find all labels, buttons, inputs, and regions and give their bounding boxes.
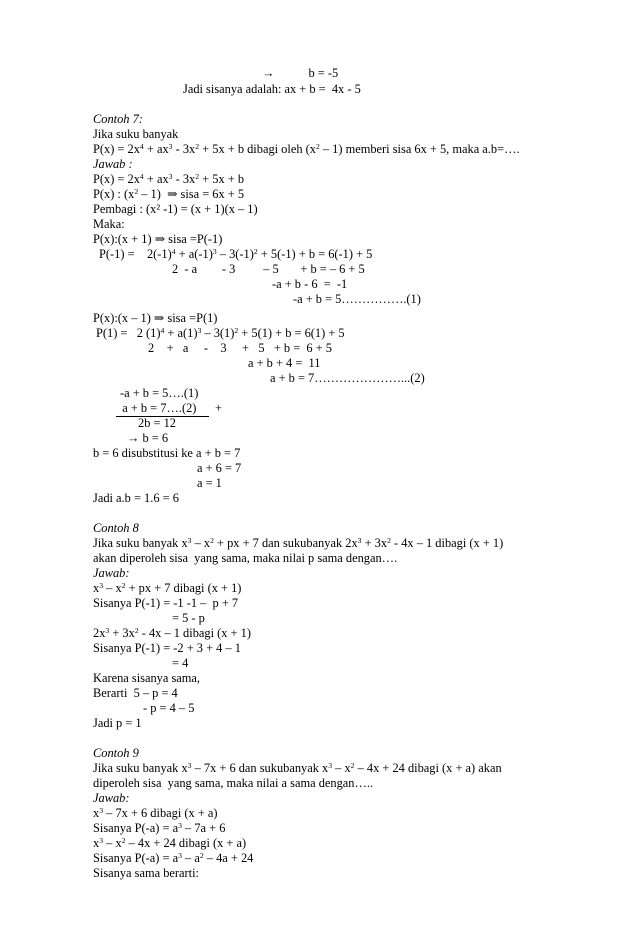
text-line: Jadi p = 1 (93, 716, 142, 730)
text-line: Jadi a.b = 1.6 = 6 (93, 491, 179, 505)
text-line: Jawab : (93, 157, 133, 171)
text-line: Contoh 7: (93, 112, 143, 126)
text-line: Maka: (93, 217, 125, 231)
text-line: Sisanya $P(-a) = a^3 - a^2 - 4a + 24$ (93, 850, 254, 865)
text-line: Jika suku banyak (93, 127, 179, 141)
text-line: - p = 4 – 5 (143, 701, 195, 715)
text-line: a = 1 (197, 476, 222, 490)
text-line: -a + b - 6 = -1 (272, 277, 348, 291)
text-line: → b = 6 (127, 431, 169, 445)
text-line: Contoh 8 (93, 521, 139, 535)
text-line: $P(x) = 2x^4 + ax^3 - 3x^2 + 5x + b$ dibagi oleh $(x^2 - 1)$ memberi sisa 6x + 5, maka a.b=…. (93, 141, 520, 156)
text-line: P(x):(x – 1) ⇒ sisa =P(1) (93, 311, 218, 325)
text-line: akan diperoleh sisa yang sama, maka nilai p sama dengan…. (93, 551, 398, 565)
text-line: = 5 - p (172, 611, 205, 625)
text-line: Sisanya P(-1) = -2 + 3 + 4 – 1 (93, 641, 241, 655)
text-line: Jadi sisanya adalah: ax + b = 4x - 5 (183, 82, 361, 96)
text-line: P(x):(x + 1) ⇒ sisa =P(-1) (93, 232, 223, 246)
text-line: Jika suku banyak $x^3 - 7x + 6$ dan sukubanyak $x^3 - x^2 - 4x + 24$ dibagi (x + a) akan (93, 760, 502, 775)
text-line: diperoleh sisa yang sama, maka nilai a sama dengan….. (93, 776, 374, 790)
text-line: Sisanya sama berarti: (93, 866, 199, 880)
text-line: Jawab: (93, 791, 130, 805)
text-line: Pembagi : (x² -1) = (x + 1)(x – 1) (93, 202, 258, 216)
text-line: Sisanya P(-1) = -1 -1 – p + 7 (93, 596, 239, 610)
text-line: Karena sisanya sama, (93, 671, 200, 685)
text-line: P(-1) = $2(-1)^4 + a(-1)^3 - 3(-1)^2 + 5(-1) + b = 6(-1) + 5$ (99, 246, 373, 261)
text-line: Contoh 9 (93, 746, 139, 760)
text-line: → b = -5 (262, 66, 339, 80)
text-line: -a + b = 5….(1) (120, 386, 199, 400)
text-line: Berarti 5 – p = 4 (93, 686, 178, 700)
text-line: a + b = 7…………………...(2) (270, 371, 425, 385)
text-line: -a + b = 5…………….(1) (293, 292, 421, 306)
text-line: a + b + 4 = 11 (248, 356, 321, 370)
text-line: $2x^3 + 3x^2 - 4x - 1$ dibagi (x + 1) (93, 625, 251, 640)
text-line: a + 6 = 7 (197, 461, 242, 475)
text-line: 2 + a - 3 + 5 + b = 6 + 5 (148, 341, 332, 355)
text-line: $x^3 - x^2 - 4x + 24$ dibagi (x + a) (93, 835, 247, 850)
text-line: P(1) = 2 $(1)^4 + a(1)^3 - 3(1)^2 + 5(1) + b = 6(1) + 5$ (96, 325, 345, 340)
text-line: = 4 (172, 656, 189, 670)
text-line: 2 - a - 3 – 5 + b = – 6 + 5 (172, 262, 365, 276)
text-line: $P(x) = 2x^4 + ax^3 - 3x^2 + 5x + b$ (93, 171, 245, 186)
text-line: $x^3 - 7x + 6$ dibagi (x + a) (93, 805, 218, 820)
text-line: b = 6 disubstitusi ke a + b = 7 (93, 446, 241, 460)
text-line: Jawab: (93, 566, 130, 580)
text-line: $x^3 - x^2$ + px + 7 dibagi (x + 1) (93, 580, 242, 595)
text-line: Sisanya $P(-a) = a^3 - 7a + 6$ (93, 820, 226, 835)
text-line: Jika suku banyak $x^3 - x^2$ + px + 7 dan sukubanyak $2x^3 + 3x^2 - 4x - 1$ dibagi (x + 1) (93, 535, 504, 550)
text-line: P(x) : $(x^2 - 1)$ ⇒ sisa = 6x + 5 (93, 186, 245, 201)
text-line: 2b = 12 (138, 416, 176, 430)
text-line: a + b = 7….(2) + (116, 401, 222, 415)
